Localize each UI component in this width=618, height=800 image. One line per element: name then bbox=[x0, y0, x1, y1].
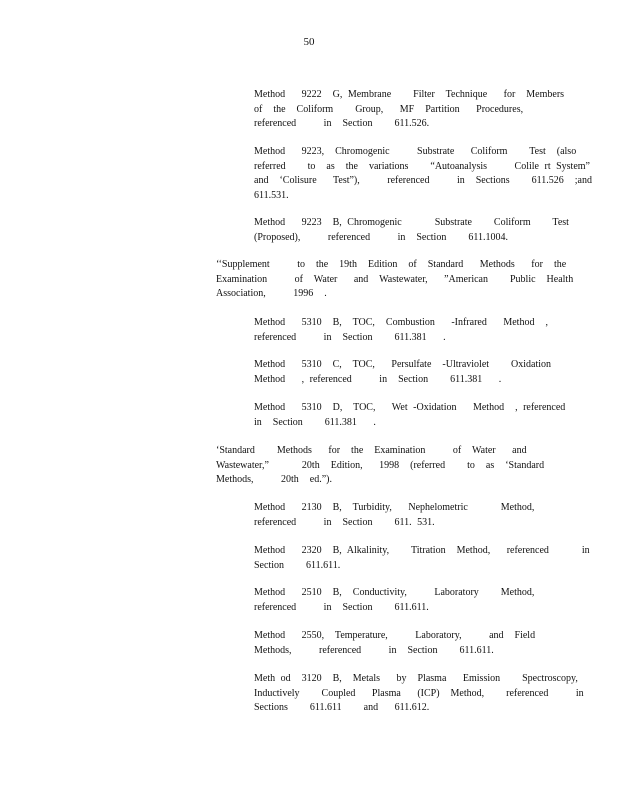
text-line: in Section 611.381 . bbox=[254, 416, 376, 428]
text-line: Association, 1996 . bbox=[216, 288, 327, 299]
text-line: ‘‘Supplement to the 19th Edition of Standard Methods for the bbox=[216, 259, 567, 270]
method-2130b-entry bbox=[254, 501, 534, 530]
text-line: Method 9223, Chromogenic Substrate Coliform Test (also bbox=[254, 146, 577, 157]
text-line: Methods, 20th ed.”). bbox=[216, 474, 332, 485]
standard-methods-20th-edition-reference bbox=[216, 444, 544, 488]
text-line: Examination of Water and Wastewater, ”American Public Health bbox=[216, 273, 574, 285]
page-number: 50 bbox=[303, 36, 315, 48]
text-line: Method 5310 D, TOC, Wet -Oxidation Method , referenced bbox=[254, 402, 566, 413]
text-line: Wastewater,” 20th Edition, 1998 (referred to as ‘Standard bbox=[216, 459, 545, 471]
text-line: Section 611.611. bbox=[254, 559, 341, 571]
text-line: Method 5310 C, TOC, Persulfate -Ultraviolet Oxidation bbox=[254, 359, 552, 370]
text-line: Method 9223 B, Chromogenic Substrate Coliform Test bbox=[254, 217, 569, 228]
text-line: Method 2550, Temperature, Laboratory, and Field bbox=[254, 630, 536, 641]
method-2550-entry bbox=[254, 629, 535, 658]
text-line: Sections 611.611 and 611.612. bbox=[254, 702, 430, 713]
text-line: Method 9222 G, Membrane Filter Technique for Members bbox=[254, 89, 565, 100]
text-line: referred to as the variations “Autoanalysis Colile rt System” bbox=[254, 160, 590, 172]
method-9222g-entry bbox=[254, 88, 564, 132]
text-line: Method 2130 B, Turbidity, Nephelometric Method, bbox=[254, 502, 535, 513]
method-5310d-entry bbox=[254, 401, 565, 430]
text-line: referenced in Section 611.611. bbox=[254, 601, 429, 613]
text-line: (Proposed), referenced in Section 611.1004. bbox=[254, 231, 508, 243]
text-line: Method 2320 B, Alkalinity, Titration Method, referenced in bbox=[254, 545, 590, 556]
text-line: 611.531. bbox=[254, 189, 289, 201]
text-line: of the Coliform Group, MF Partition Procedures, bbox=[254, 103, 524, 115]
supplement-19th-edition-reference bbox=[216, 258, 573, 302]
text-line: and ‘Colisure Test”), referenced in Sections 611.526 ;and bbox=[254, 175, 592, 186]
text-line: Inductively Coupled Plasma (ICP) Method, referenced in bbox=[254, 687, 584, 699]
method-2320b-entry bbox=[254, 544, 590, 573]
method-2510b-entry bbox=[254, 586, 534, 615]
method-9223-entry bbox=[254, 145, 592, 203]
text-line: referenced in Section 611. 531. bbox=[254, 516, 435, 528]
text-line: Method 5310 B, TOC, Combustion -Infrared Method , bbox=[254, 317, 548, 328]
text-line: Methods, referenced in Section 611.611. bbox=[254, 644, 494, 656]
text-line: referenced in Section 611.381 . bbox=[254, 331, 446, 343]
text-line: Method , referenced in Section 611.381 . bbox=[254, 373, 502, 385]
method-9223b-entry bbox=[254, 216, 569, 245]
text-line: Method 2510 B, Conductivity, Laboratory Method, bbox=[254, 587, 535, 598]
method-5310b-entry bbox=[254, 316, 548, 345]
text-line: referenced in Section 611.526. bbox=[254, 118, 430, 129]
method-3120b-entry bbox=[254, 672, 584, 716]
method-5310c-entry bbox=[254, 358, 551, 387]
text-line: Meth od 3120 B, Metals by Plasma Emission Spectroscopy, bbox=[254, 673, 578, 684]
text-line: ‘Standard Methods for the Examination of Water and bbox=[216, 445, 527, 456]
